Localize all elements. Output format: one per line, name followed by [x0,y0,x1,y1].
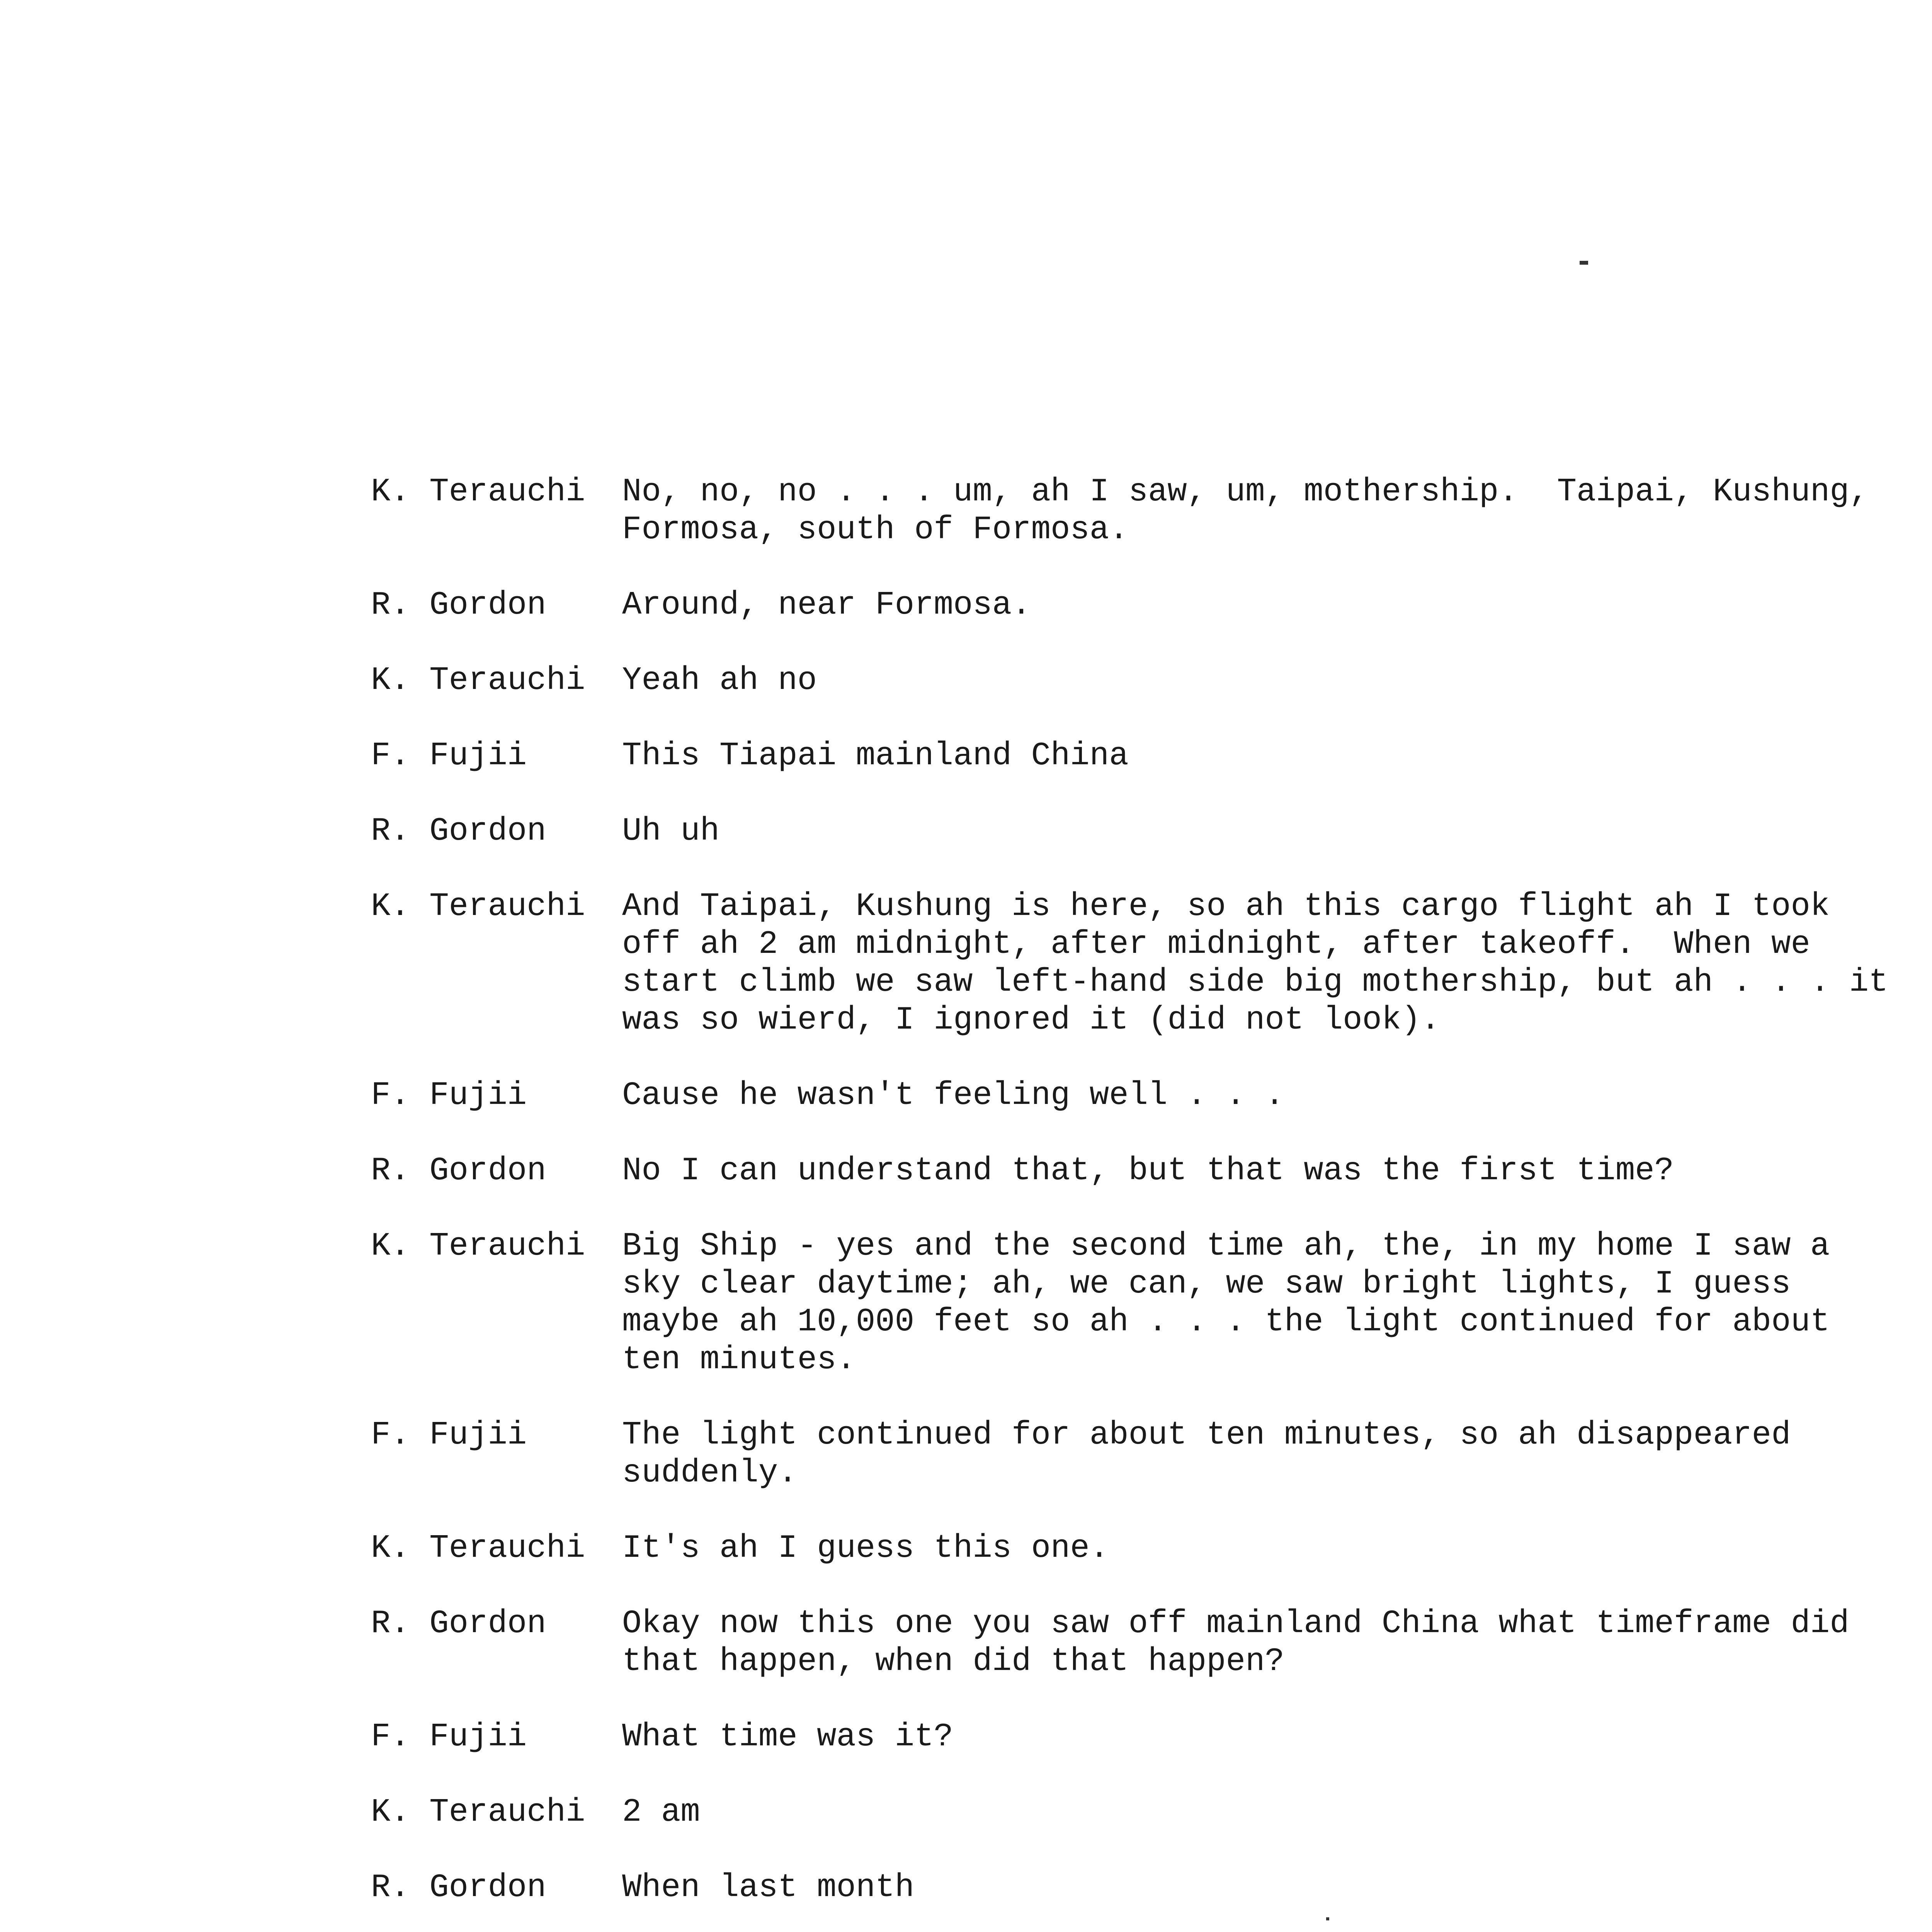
speaker-name: K. Terauchi [371,662,585,699]
transcript-entry [371,888,1932,1039]
speaker-name: K. Terauchi [371,1228,585,1265]
transcript-entry [371,1530,1932,1568]
transcript-entry [371,1152,1932,1190]
speaker-name: R. Gordon [371,1869,546,1906]
speech-text: When last month [622,1869,915,1906]
speaker-name: R. Gordon [371,813,546,850]
speech-text: No, no, no . . . um, ah I saw, um, mothership. Taipai, Kushung, Formosa, south of Formosa. [622,474,1869,548]
speaker-name: F. Fujii [371,1417,527,1454]
transcript-entry [371,587,1932,624]
speech-text: Around, near Formosa. [622,587,1031,624]
transcript-entry [371,1077,1932,1115]
speaker-name: F. Fujii [371,738,527,774]
transcript-entry [371,813,1932,850]
speech-text: And Taipai, Kushung is here, so ah this cargo flight ah I took off ah 2 am midnight, after midnight, after takeoff. When we start climb we saw left-hand side big mothership, but ah . . . it was so wierd, I ignored it (did not look). [622,888,1888,1039]
speaker-name: K. Terauchi [371,1794,585,1831]
speaker-name: K. Terauchi [371,888,585,925]
transcript-entry [371,473,1932,549]
speech-text: This Tiapai mainland China [622,738,1129,774]
speaker-name: K. Terauchi [371,474,585,510]
transcript-entry [371,1718,1932,1756]
speaker-name: R. Gordon [371,1153,546,1189]
speech-text: Yeah ah no [622,662,817,699]
speech-text: 2 am [622,1794,700,1831]
transcript-entry [371,662,1932,700]
speaker-name: F. Fujii [371,1719,527,1755]
speaker-name: F. Fujii [371,1077,527,1114]
transcript-entry [371,1228,1932,1379]
speech-text: It's ah I guess this one. [622,1530,1109,1567]
scan-speck [1580,261,1588,265]
speech-text: Okay now this one you saw off mainland China what timeframe did that happen, when did that happen? [622,1605,1849,1680]
speech-text: Big Ship - yes and the second time ah, the, in my home I saw a sky clear daytime; ah, we can, we saw bright lights, I guess maybe ah 10,000 feet so ah . . . the light continued for about ten minutes. [622,1228,1830,1378]
speech-text: What time was it? [622,1719,953,1755]
speech-text: Cause he wasn't feeling well . . . [622,1077,1284,1114]
speech-text: No I can understand that, but that was the first time? [622,1153,1674,1189]
speaker-name: R. Gordon [371,1605,546,1642]
speaker-name: K. Terauchi [371,1530,585,1567]
transcript-entry [371,1605,1932,1681]
speech-text: The light continued for about ten minutes, so ah disappeared suddenly. [622,1417,1791,1492]
speaker-name: R. Gordon [371,587,546,624]
speech-text: Uh uh [622,813,720,850]
transcript-entry [371,1794,1932,1832]
transcript [371,473,1932,1932]
transcript-entry [371,737,1932,775]
transcript-entry [371,1417,1932,1492]
transcript-entry [371,1869,1932,1907]
